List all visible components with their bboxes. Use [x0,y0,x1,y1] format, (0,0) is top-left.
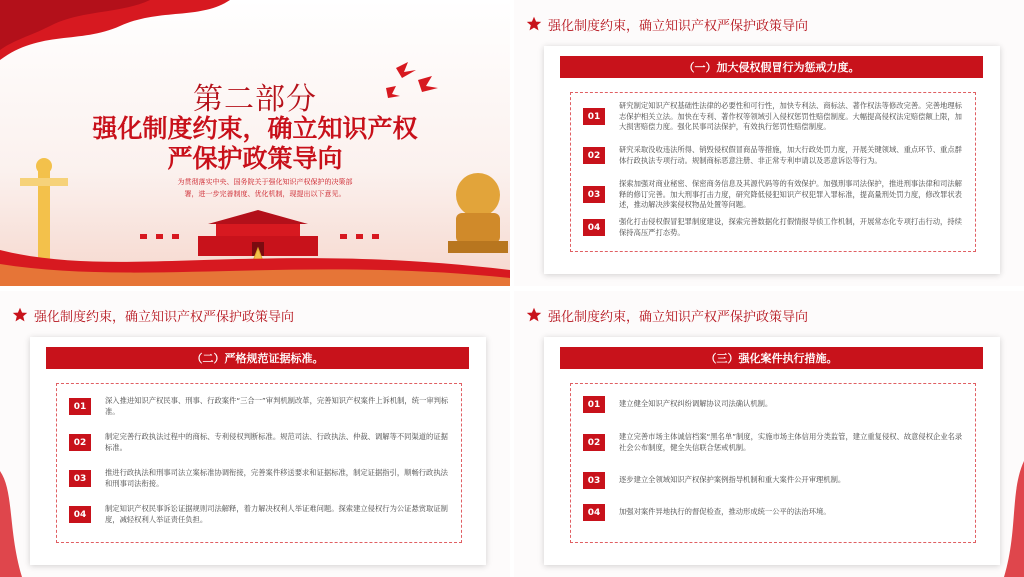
cover-part-label: 第二部分 [193,82,317,117]
list-item [583,217,963,238]
item-number-badge: 03 [583,186,605,203]
section-title-bar: （三）强化案件执行措施。 [560,347,983,369]
red-silk-decoration [0,0,230,70]
item-number-badge: 01 [583,108,605,125]
star-icon [526,16,542,32]
item-text: 制定知识产权民事诉讼证据规则司法解释，着力解决权利人举证难问题。探索建立侵权行为公证悬赏取证制度，减轻权利人举证责任负担。 [105,504,448,524]
item-number-badge: 02 [69,434,91,451]
slide-header-title: 强化制度约束，确立知识产权严保护政策导向 [34,309,295,325]
item-number-badge: 03 [69,470,91,487]
item-number-badge: 02 [583,147,605,164]
item-text: 建立完善市场主体诚信档案“黑名单”制度，实施市场主体信用分类监管，建立重复侵权、故意侵权企业名录社会公布制度，健全失信联合惩戒机制。 [619,432,963,452]
list-item [69,504,449,525]
items-box [570,383,976,543]
content-card [544,46,1000,274]
item-number-badge: 04 [583,504,605,521]
item-text: 制定完善行政执法过程中的商标、专利侵权判断标准。规范司法、行政执法、仲裁、调解等不同渠道的证据标准。 [105,432,448,452]
list-item [69,396,449,417]
slide-header [526,14,808,34]
section-title-bar: （一）加大侵权假冒行为惩戒力度。 [560,56,983,78]
item-number-badge: 01 [69,398,91,415]
star-icon [526,307,542,323]
item-number-badge: 03 [583,472,605,489]
list-item [583,145,963,166]
cover-title-line1: 强化制度约束，确立知识产权 [92,114,418,143]
list-item [583,472,963,489]
slide-header-title: 强化制度约束，确立知识产权严保护政策导向 [548,309,809,325]
cover-subtitle [150,176,380,200]
list-item [69,468,449,489]
item-text: 探索加强对商业秘密、保密商务信息及其源代码等的有效保护。加强刑事司法保护，推进刑事法律和司法解释的修订完善。加大刑事打击力度，研究降低侵犯知识产权犯罪入罪标准，提高量刑处罚力度，修改罪状表述，推动解决涉案侵权物品处置等问题。 [619,179,962,209]
list-item [583,396,963,413]
item-text: 推进行政执法和刑事司法立案标准协调衔接，完善案件移送要求和证据标准，制定证据指引，顺畅行政执法和刑事司法衔接。 [105,468,448,488]
item-number-badge: 04 [583,219,605,236]
slide-header [526,305,808,325]
items-box [56,383,462,543]
list-item [583,101,963,133]
item-number-badge: 01 [583,396,605,413]
item-text: 研究采取没收违法所得、销毁侵权假冒商品等措施，加大行政处罚力度，开展关键领域、重点环节、重点群体行政执法专项行动。规制商标恶意注册、非正常专利申请以及恶意诉讼等行为。 [619,145,962,165]
item-text: 研究制定知识产权基础性法律的必要性和可行性，加快专利法、商标法、著作权法等修改完善。完善地理标志保护相关立法。加快在专利、著作权等领域引入侵权惩罚性赔偿制度。大幅提高侵权法定赔偿额上限，加大损害赔偿力度。强化民事司法保护，有效执行惩罚性赔偿制度。 [619,101,962,131]
list-item [69,432,449,453]
content-slide-1 [514,0,1024,286]
content-slide-3 [514,291,1024,577]
cover-title-line2: 严保护政策导向 [167,144,343,173]
cover-slide [0,0,510,286]
item-number-badge: 04 [69,506,91,523]
item-text: 强化打击侵权假冒犯罪制度建设，探索完善数据化打假情报导侦工作机制，开展常态化专项打击行动，持续保持高压严打态势。 [619,217,962,237]
slide-header [12,305,294,325]
item-text: 逐步建立全领域知识产权保护案例指导机制和重大案件公开审理机制。 [619,475,846,485]
red-wave-decoration [0,220,510,286]
item-text: 加强对案件异地执行的督促检查，推动形成统一公平的法治环境。 [619,507,831,517]
item-text: 建立健全知识产权纠纷调解协议司法确认机制。 [619,399,773,409]
cover-subtitle-line2: 署，进一步完善制度、优化机制，现提出以下意见。 [184,190,346,198]
item-text: 深入推进知识产权民事、刑事、行政案件“三合一”审判机制改革，完善知识产权案件上诉机制，统一审判标准。 [105,396,449,416]
cover-subtitle-line1: 为贯彻落实中央、国务院关于强化知识产权保护的决策部 [177,178,353,186]
section-title-bar: （二）严格规范证据标准。 [46,347,469,369]
content-slide-2 [0,291,510,577]
content-card [544,337,1000,565]
slide-header-title: 强化制度约束，确立知识产权严保护政策导向 [548,18,809,34]
list-item [583,432,963,453]
list-item [583,504,963,521]
items-box [570,92,976,252]
item-number-badge: 02 [583,434,605,451]
content-card [30,337,486,565]
star-icon [12,307,28,323]
list-item [583,179,963,211]
left-red-decoration [0,291,30,577]
